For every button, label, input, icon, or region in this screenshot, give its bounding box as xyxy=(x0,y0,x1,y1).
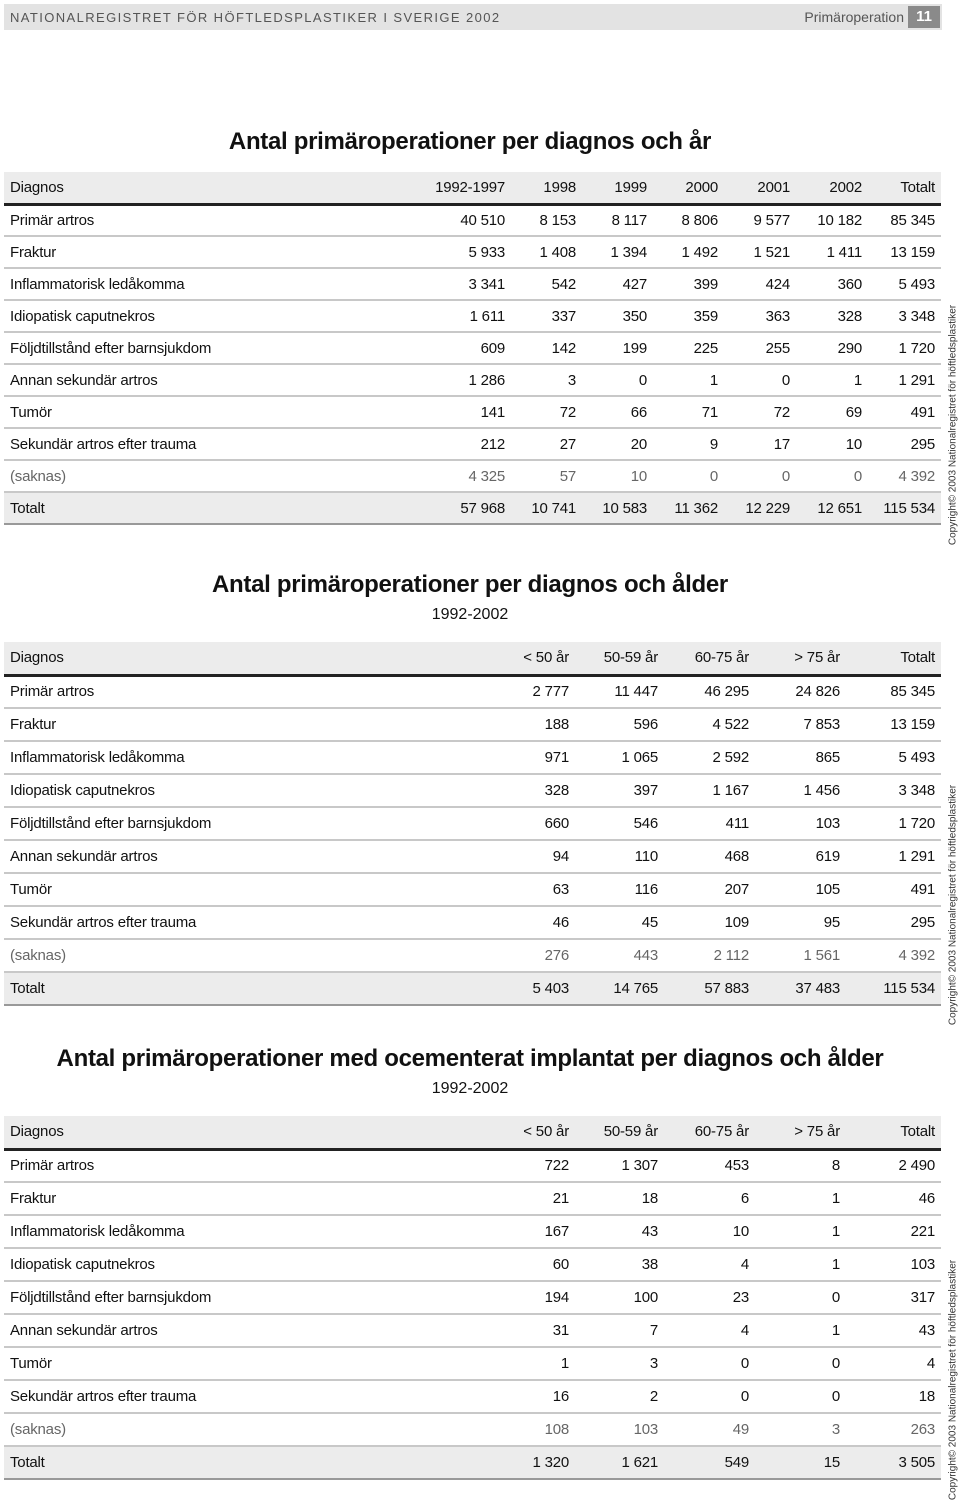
table-cell: 0 xyxy=(853,467,862,485)
row-label: Tumör xyxy=(10,881,52,898)
table-cell: 10 182 xyxy=(817,211,862,229)
table-cell: 21 xyxy=(552,1190,569,1207)
table-cell: 1 456 xyxy=(803,782,840,799)
column-header: Totalt xyxy=(900,178,935,196)
table-cell: 1 286 xyxy=(468,371,505,389)
table-cell: 1 307 xyxy=(621,1157,658,1175)
row-label: Sekundär artros efter trauma xyxy=(10,435,197,453)
row-label: Annan sekundär artros xyxy=(10,848,158,865)
table-cell: 10 583 xyxy=(602,499,647,517)
table-cell: 0 xyxy=(781,371,790,389)
table-cell: 9 577 xyxy=(753,211,790,229)
table-cell: 10 741 xyxy=(531,499,576,517)
table-cell: 1 291 xyxy=(898,371,935,389)
table-cell: 108 xyxy=(544,1421,569,1438)
table-cell: 3 xyxy=(649,1355,658,1372)
row-label: Inflammatorisk ledåkomma xyxy=(10,1223,185,1240)
row-label: Inflammatorisk ledåkomma xyxy=(10,275,185,293)
column-header: 1998 xyxy=(543,178,576,196)
row-label: Annan sekundär artros xyxy=(10,1322,158,1339)
table-cell: 290 xyxy=(837,339,862,357)
table-row xyxy=(4,873,941,906)
table-cell: 399 xyxy=(693,275,718,293)
table-cell: 103 xyxy=(633,1421,658,1438)
table-cell: 60 xyxy=(552,1256,569,1273)
table-cell: 328 xyxy=(837,307,862,325)
table-cell: 411 xyxy=(725,815,749,832)
table-row xyxy=(4,1314,941,1347)
table-cell: 427 xyxy=(622,275,647,293)
row-label: Följdtillstånd efter barnsjukdom xyxy=(10,815,212,832)
table-cell: 24 826 xyxy=(795,683,840,701)
table-row xyxy=(4,332,941,364)
table-row xyxy=(4,1215,941,1248)
table-cell: 2 490 xyxy=(898,1157,935,1175)
row-label: Följdtillstånd efter barnsjukdom xyxy=(10,339,212,357)
page-header xyxy=(4,4,942,30)
table-cell: 72 xyxy=(773,403,790,421)
table-cell: 542 xyxy=(551,275,576,293)
table-cell: 115 534 xyxy=(883,499,935,517)
table-cell: 7 xyxy=(649,1322,658,1339)
table-cell: 69 xyxy=(845,403,862,421)
column-header: 2002 xyxy=(829,178,862,196)
table-cell: 221 xyxy=(910,1223,935,1240)
table-cell: 0 xyxy=(781,467,790,485)
row-label: Totalt xyxy=(10,1454,45,1471)
row-label: (saknas) xyxy=(10,947,66,964)
row-label: Idiopatisk caputnekros xyxy=(10,782,155,799)
table-cell: 115 534 xyxy=(883,980,935,997)
table-cell: 1 411 xyxy=(826,243,862,261)
row-label: Primär artros xyxy=(10,683,95,701)
table-cell: 3 341 xyxy=(468,275,505,293)
table-row xyxy=(4,428,941,460)
table-cell: 15 xyxy=(823,1454,840,1471)
table-cell: 4 xyxy=(740,1322,749,1339)
table-cell: 295 xyxy=(910,435,935,453)
table-row xyxy=(4,972,941,1005)
table-cell: 4 392 xyxy=(898,467,935,485)
table-row xyxy=(4,939,941,972)
table-cell: 31 xyxy=(552,1322,569,1339)
table-cell: 0 xyxy=(740,1388,749,1405)
table-cell: 397 xyxy=(633,782,658,799)
table-cell: 0 xyxy=(709,467,718,485)
table-cell: 337 xyxy=(551,307,576,325)
table-row xyxy=(4,364,941,396)
table-row xyxy=(4,1248,941,1281)
table-header-row xyxy=(4,642,941,675)
table-cell: 1 394 xyxy=(610,243,647,261)
table-cell: 3 xyxy=(567,371,576,389)
table-cell: 2 xyxy=(649,1388,658,1405)
table-cell: 1 621 xyxy=(621,1454,658,1471)
table-row xyxy=(4,236,941,268)
table-cell: 72 xyxy=(559,403,576,421)
table-cell: 9 xyxy=(709,435,718,453)
column-header: 60-75 år xyxy=(694,649,749,667)
table-cell: 3 505 xyxy=(898,1454,935,1471)
table-cell: 5 933 xyxy=(468,243,505,261)
table-row xyxy=(4,840,941,873)
column-header: > 75 år xyxy=(794,1123,840,1141)
table-cell: 3 xyxy=(831,1421,840,1438)
table-cell: 4 xyxy=(926,1355,935,1372)
row-label: Tumör xyxy=(10,403,52,421)
table-cell: 17 xyxy=(773,435,790,453)
column-header: 50-59 år xyxy=(603,1123,658,1141)
table-cell: 491 xyxy=(910,881,935,898)
table-cell: 40 510 xyxy=(460,211,505,229)
table-cell: 5 493 xyxy=(898,749,935,766)
table3-title: Antal primäroperationer med ocementerat implantat per diagnos och ålder xyxy=(56,1045,884,1072)
column-header: < 50 år xyxy=(523,649,569,667)
table-cell: 43 xyxy=(641,1223,658,1240)
table2 xyxy=(4,642,941,1006)
row-label: Idiopatisk caputnekros xyxy=(10,1256,155,1273)
table-row xyxy=(4,460,941,492)
table-cell: 1 xyxy=(831,1223,840,1240)
table-cell: 18 xyxy=(918,1388,935,1405)
row-label: Fraktur xyxy=(10,716,57,733)
table-cell: 1 492 xyxy=(681,243,718,261)
table-cell: 142 xyxy=(551,339,576,357)
table-row xyxy=(4,1446,941,1479)
table-cell: 1 720 xyxy=(898,339,935,357)
table-cell: 10 xyxy=(845,435,862,453)
table-cell: 1 408 xyxy=(539,243,576,261)
table-cell: 0 xyxy=(831,1355,840,1372)
column-header: > 75 år xyxy=(794,649,840,667)
table-cell: 865 xyxy=(815,749,840,766)
page-number: 11 xyxy=(908,6,940,28)
table-cell: 5 403 xyxy=(532,980,569,997)
row-label: Totalt xyxy=(10,980,45,997)
table-cell: 8 806 xyxy=(681,211,718,229)
table-cell: 0 xyxy=(831,1388,840,1405)
table-cell: 57 968 xyxy=(460,499,505,517)
table-cell: 10 xyxy=(732,1223,749,1240)
table-cell: 199 xyxy=(622,339,647,357)
table-cell: 443 xyxy=(633,947,658,964)
table-cell: 116 xyxy=(634,881,658,898)
row-label: Fraktur xyxy=(10,243,57,261)
table-row xyxy=(4,1413,941,1446)
copyright-note-2: Copyright© 2003 Nationalregistret för höftledsplastiker xyxy=(947,784,959,1026)
table-cell: 10 xyxy=(630,467,647,485)
table-cell: 0 xyxy=(831,1289,840,1306)
table-row xyxy=(4,906,941,939)
table-cell: 194 xyxy=(544,1289,569,1306)
table-cell: 95 xyxy=(823,914,840,931)
table-cell: 276 xyxy=(544,947,569,964)
table-cell: 100 xyxy=(633,1289,658,1306)
table-cell: 1 611 xyxy=(469,307,505,325)
table-cell: 609 xyxy=(480,339,505,357)
table-cell: 27 xyxy=(559,435,576,453)
table-row xyxy=(4,1182,941,1215)
column-header: Totalt xyxy=(900,649,935,667)
table-cell: 3 348 xyxy=(898,782,935,799)
table-cell: 1 720 xyxy=(898,815,935,832)
table-cell: 0 xyxy=(638,371,647,389)
table-cell: 359 xyxy=(693,307,718,325)
table-row xyxy=(4,396,941,428)
column-header: Diagnos xyxy=(10,178,64,196)
table-cell: 328 xyxy=(544,782,569,799)
row-label: Fraktur xyxy=(10,1190,57,1207)
column-header: 2001 xyxy=(757,178,790,196)
table-row xyxy=(4,708,941,741)
table-cell: 16 xyxy=(552,1388,569,1405)
table-row xyxy=(4,1149,941,1182)
table-cell: 350 xyxy=(622,307,647,325)
table-cell: 0 xyxy=(740,1355,749,1372)
table-cell: 85 345 xyxy=(890,211,935,229)
table-cell: 4 522 xyxy=(712,716,749,733)
row-label: Primär artros xyxy=(10,1157,95,1175)
table-row xyxy=(4,204,941,236)
table-cell: 141 xyxy=(480,403,505,421)
column-header: 1992-1997 xyxy=(435,178,505,196)
table-cell: 23 xyxy=(732,1289,749,1306)
table-cell: 4 xyxy=(740,1256,749,1273)
table-cell: 1 065 xyxy=(621,749,658,766)
table-cell: 207 xyxy=(724,881,749,898)
table-cell: 46 295 xyxy=(704,683,749,701)
table-header-row xyxy=(4,172,941,204)
table-cell: 11 362 xyxy=(674,499,718,517)
table-cell: 18 xyxy=(641,1190,658,1207)
table-cell: 255 xyxy=(765,339,790,357)
table-cell: 103 xyxy=(815,815,840,832)
table-cell: 11 447 xyxy=(614,683,658,701)
table-cell: 424 xyxy=(765,275,790,293)
table-cell: 4 392 xyxy=(898,947,935,964)
table-cell: 38 xyxy=(641,1256,658,1273)
table-cell: 295 xyxy=(910,914,935,931)
table-cell: 49 xyxy=(732,1421,749,1438)
table-cell: 63 xyxy=(552,881,569,898)
table-cell: 66 xyxy=(630,403,647,421)
table-cell: 105 xyxy=(815,881,840,898)
table-cell: 225 xyxy=(693,339,718,357)
column-header: 60-75 år xyxy=(694,1123,749,1141)
table-row xyxy=(4,741,941,774)
column-header: 2000 xyxy=(685,178,718,196)
table3 xyxy=(4,1116,941,1480)
table-cell: 619 xyxy=(815,848,840,865)
table-cell: 722 xyxy=(544,1157,569,1175)
table-cell: 1 xyxy=(831,1256,840,1273)
table-cell: 1 xyxy=(853,371,862,389)
table-cell: 1 291 xyxy=(898,848,935,865)
copyright-note-1: Copyright© 2003 Nationalregistret för höftledsplastiker xyxy=(947,304,959,546)
table-cell: 1 167 xyxy=(712,782,749,799)
row-label: (saknas) xyxy=(10,467,66,485)
column-header: < 50 år xyxy=(523,1123,569,1141)
table-header-row xyxy=(4,1116,941,1149)
table-cell: 363 xyxy=(765,307,790,325)
table-cell: 2 112 xyxy=(713,947,749,964)
table-cell: 85 345 xyxy=(890,683,935,701)
column-header: 50-59 år xyxy=(603,649,658,667)
table1 xyxy=(4,172,941,525)
row-label: Annan sekundär artros xyxy=(10,371,158,389)
table-row xyxy=(4,492,941,524)
table-cell: 57 883 xyxy=(704,980,749,997)
table3-subtitle: 1992-2002 xyxy=(431,1080,509,1097)
table-cell: 43 xyxy=(918,1322,935,1339)
table-row xyxy=(4,1380,941,1413)
table-cell: 7 853 xyxy=(803,716,840,733)
column-header: 1999 xyxy=(614,178,647,196)
table-cell: 2 777 xyxy=(532,683,569,701)
table-cell: 2 592 xyxy=(712,749,749,766)
table-cell: 1 xyxy=(709,371,718,389)
column-header: Totalt xyxy=(900,1123,935,1141)
row-label: Följdtillstånd efter barnsjukdom xyxy=(10,1289,212,1306)
table-cell: 468 xyxy=(724,848,749,865)
copyright-note-3: Copyright© 2003 Nationalregistret för höftledsplastiker xyxy=(947,1259,959,1500)
table-cell: 94 xyxy=(552,848,569,865)
table-cell: 13 159 xyxy=(890,243,935,261)
table-cell: 1 xyxy=(831,1190,840,1207)
table-cell: 110 xyxy=(634,848,658,865)
row-label: Tumör xyxy=(10,1355,52,1372)
table-cell: 37 483 xyxy=(795,980,840,997)
table-cell: 46 xyxy=(918,1190,935,1207)
table-cell: 12 229 xyxy=(745,499,790,517)
table-cell: 1 561 xyxy=(803,947,840,964)
table-cell: 4 325 xyxy=(468,467,505,485)
table2-subtitle: 1992-2002 xyxy=(431,606,509,623)
table-cell: 12 651 xyxy=(817,499,862,517)
table-cell: 1 xyxy=(831,1322,840,1339)
table-cell: 57 xyxy=(559,467,576,485)
table-row xyxy=(4,300,941,332)
row-label: Sekundär artros efter trauma xyxy=(10,914,197,931)
row-label: (saknas) xyxy=(10,1421,66,1438)
table-cell: 8 153 xyxy=(539,211,576,229)
row-label: Sekundär artros efter trauma xyxy=(10,1388,197,1405)
table-row xyxy=(4,268,941,300)
table-cell: 971 xyxy=(544,749,569,766)
table-cell: 263 xyxy=(910,1421,935,1438)
table-row xyxy=(4,774,941,807)
table-row xyxy=(4,1347,941,1380)
table-cell: 360 xyxy=(837,275,862,293)
column-header: Diagnos xyxy=(10,649,64,667)
row-label: Primär artros xyxy=(10,211,95,229)
table-cell: 20 xyxy=(630,435,647,453)
table-row xyxy=(4,807,941,840)
table-cell: 453 xyxy=(724,1157,749,1175)
table-cell: 109 xyxy=(724,914,749,931)
table-cell: 45 xyxy=(641,914,658,931)
column-header: Diagnos xyxy=(10,1123,64,1141)
table-cell: 317 xyxy=(910,1289,935,1306)
row-label: Idiopatisk caputnekros xyxy=(10,307,155,325)
table2-title: Antal primäroperationer per diagnos och ålder xyxy=(212,571,728,598)
table-cell: 188 xyxy=(544,716,569,733)
table-cell: 3 348 xyxy=(898,307,935,325)
table-cell: 549 xyxy=(724,1454,749,1471)
table-cell: 46 xyxy=(552,914,569,931)
table-cell: 5 493 xyxy=(898,275,935,293)
table1-title: Antal primäroperationer per diagnos och år xyxy=(228,128,712,155)
table-cell: 13 159 xyxy=(890,716,935,733)
table-cell: 596 xyxy=(633,716,658,733)
table-cell: 167 xyxy=(544,1223,569,1240)
table-cell: 71 xyxy=(701,403,718,421)
row-label: Inflammatorisk ledåkomma xyxy=(10,749,185,766)
table-cell: 14 765 xyxy=(613,980,658,997)
table-cell: 546 xyxy=(633,815,658,832)
table-cell: 212 xyxy=(480,435,505,453)
table-cell: 1 xyxy=(560,1355,569,1372)
table-cell: 660 xyxy=(544,815,569,832)
table-cell: 103 xyxy=(910,1256,935,1273)
table-cell: 6 xyxy=(740,1190,749,1207)
row-label: Totalt xyxy=(10,499,45,517)
table-cell: 1 521 xyxy=(753,243,790,261)
section-name: Primäroperation xyxy=(804,9,904,25)
table-row xyxy=(4,675,941,708)
report-title: NATIONALREGISTRET FÖR HÖFTLEDSPLASTIKER I SVERIGE 2002 xyxy=(10,10,501,25)
table-row xyxy=(4,1281,941,1314)
table-cell: 491 xyxy=(910,403,935,421)
table-cell: 8 117 xyxy=(611,211,647,229)
table-cell: 8 xyxy=(831,1157,840,1175)
table-cell: 1 320 xyxy=(532,1454,569,1471)
